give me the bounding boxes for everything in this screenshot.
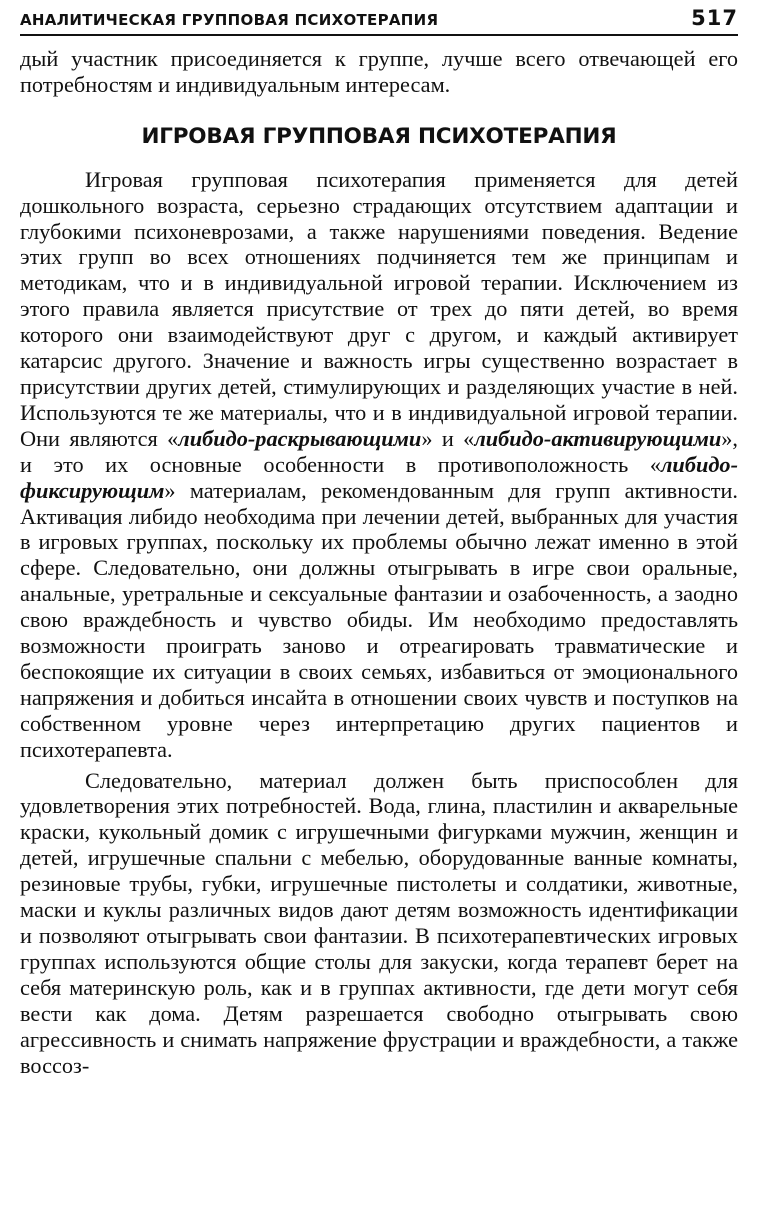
paragraph-1-text-b: » и « bbox=[421, 425, 475, 451]
paragraph-1-text-a: Игровая групповая психотерапия применяется для детей дошкольного возраста, серьезно страдающих отсутствием адаптации и глубокими психоневрозами, а также нарушениями поведения. Ведение этих групп во всех отношениях подчиняется тем же принципам и методикам, что и в индивидуальной игровой терапии. Исключением из этого правила является присутствие от трех до пяти детей, во время которого они взаимодействуют друг с другом, и каждый активирует катарсис другого. Значение и важность игры существенно возрастает в присутствии других детей, стимулирующих и разделяющих участие в ней. Используются те же материалы, что и в индивидуальной игровой терапии. Они являются « bbox=[20, 166, 738, 451]
body-text bbox=[20, 46, 738, 1078]
lead-paragraph: дый участник присоединяется к группе, лучше всего отвечающей его потребностям и индивидуальным интересам. bbox=[20, 46, 738, 97]
paragraph-1 bbox=[20, 167, 738, 763]
running-title: АНАЛИТИЧЕСКАЯ ГРУППОВАЯ ПСИХОТЕРАПИЯ bbox=[20, 11, 439, 29]
book-page bbox=[20, 6, 738, 1078]
paragraph-2: Следовательно, материал должен быть приспособлен для удовлетворения этих потребностей. Вода, глина, пластилин и акварельные краски, кукольный домик с игрушечными фигурками мужчин, женщин и детей, игрушечные спальни с мебелью, оборудованные ванные комнаты, резиновые трубы, губки, игрушечные пистолеты и солдатики, животные, маски и куклы различных видов дают детям возможность идентификации и позволяют отыгрывать свои фантазии. В психотерапевтических игровых группах используются общие столы для закуски, когда терапевт берет на себя материнскую роль, как и в группах активности, где дети могут себя вести как дома. Детям разрешается свободно отыгрывать свою агрессивность и снимать напряжение фрустрации и враждебности, а также воссоз- bbox=[20, 767, 738, 1078]
section-heading: ИГРОВАЯ ГРУППОВАЯ ПСИХОТЕРАПИЯ bbox=[141, 123, 617, 149]
term-libido-activating: либидо-активирующими bbox=[474, 425, 722, 451]
running-head bbox=[20, 6, 738, 36]
page-number: 517 bbox=[691, 6, 738, 30]
paragraph-1-text-c: », и это их основные особенности в противоположность « bbox=[20, 425, 738, 477]
term-libido-revealing: либидо-раскрывающими bbox=[178, 425, 422, 451]
paragraph-1-text-d: » материалам, рекомендованным для групп активности. Активация либидо необходима при лечении детей, выбранных для участия в игровых группах, поскольку их проблемы обычно лежат именно в этой сфере. Следовательно, они должны отыгрывать в игре свои оральные, анальные, уретральные и сексуальные фантазии и озабоченность, а заодно свою враждебность и чувство обиды. Им необходимо предоставлять возможности проиграть заново и отреагировать травматические и беспокоящие их ситуации в своих семьях, избавиться от эмоционального напряжения и добиться инсайта в отношении своих чувств и поступков на собственном уровне через интерпретацию других пациентов и психотерапевта. bbox=[20, 477, 738, 762]
term-libido-fixating: либидо-фиксирующим bbox=[20, 451, 738, 503]
